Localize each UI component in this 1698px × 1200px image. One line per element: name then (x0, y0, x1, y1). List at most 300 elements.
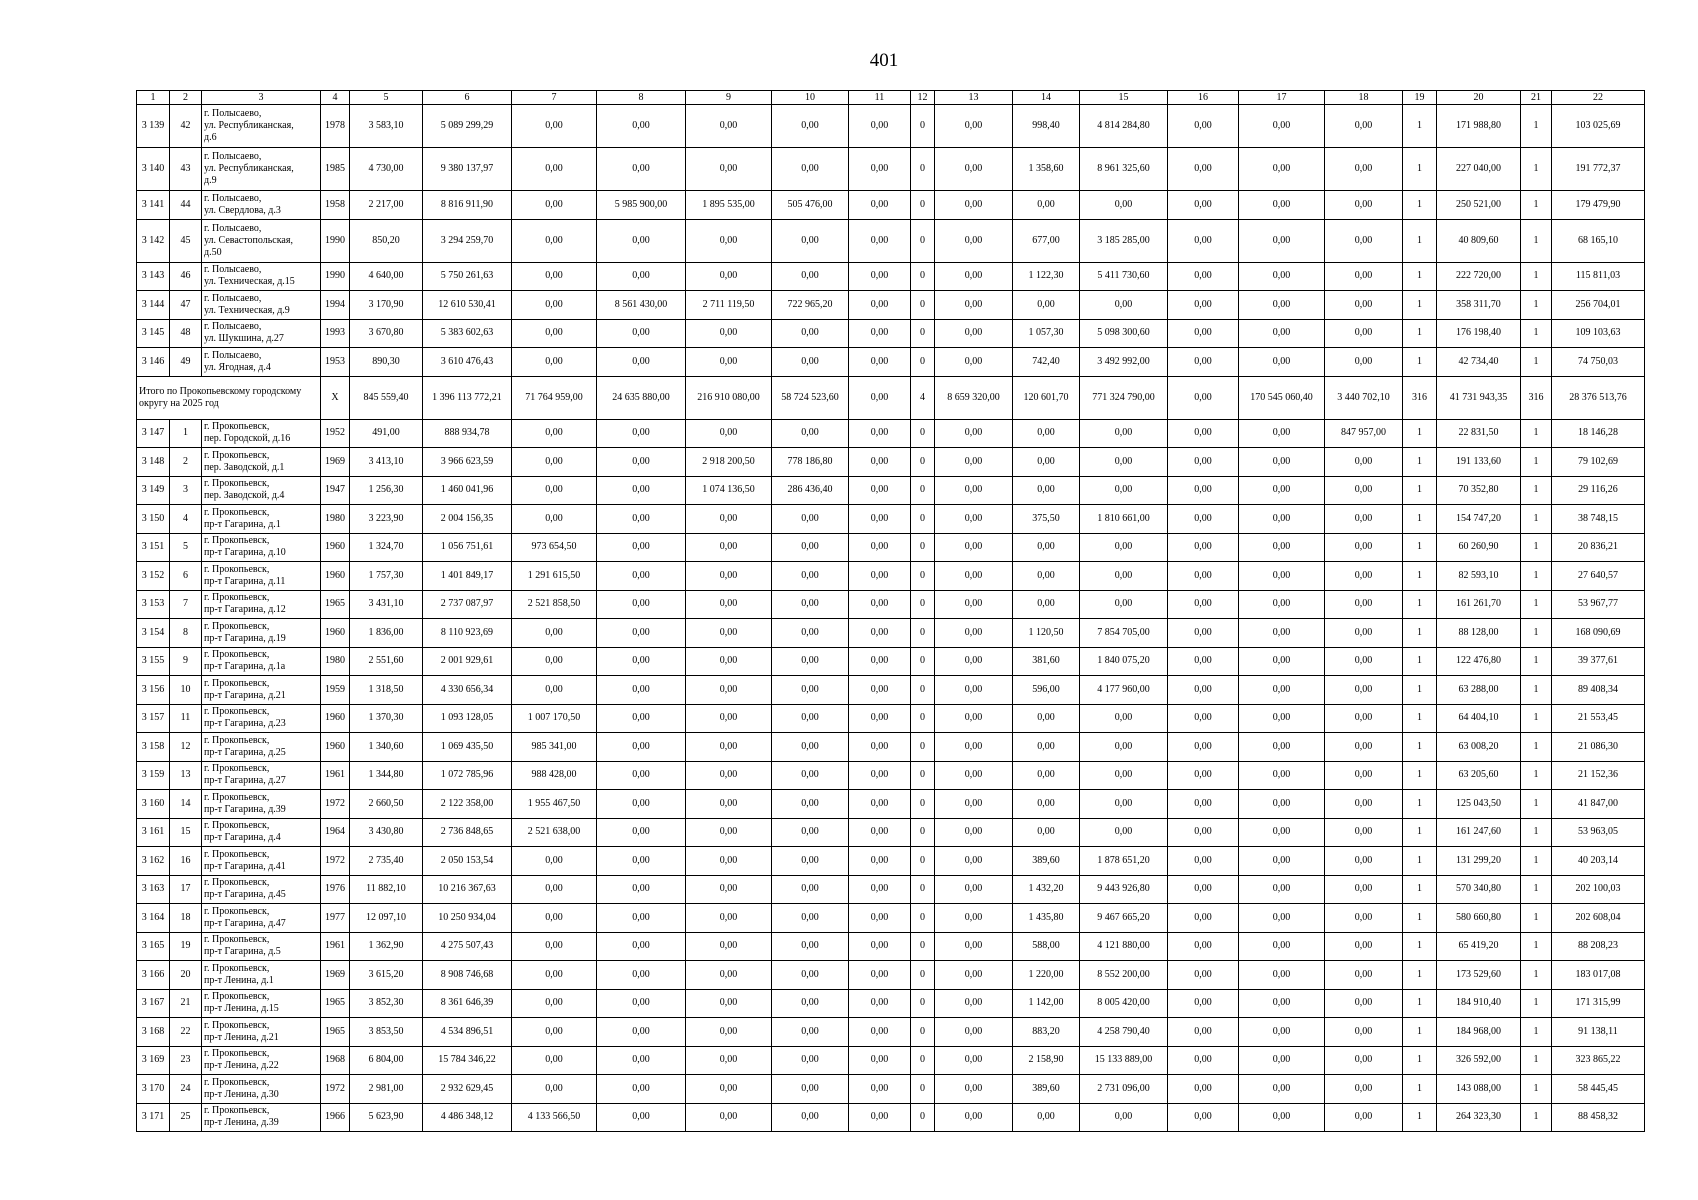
table-cell-col-19: 1 (1403, 448, 1437, 477)
table-cell-col-22: 88 208,23 (1552, 932, 1645, 961)
table-cell-col-17: 0,00 (1239, 148, 1325, 191)
table-cell-col-4: 1960 (321, 619, 350, 648)
table-cell-col-4: 1993 (321, 319, 350, 348)
table-cell-col-21: 1 (1521, 348, 1552, 377)
table-cell-col-19: 1 (1403, 505, 1437, 534)
table-cell-col-10: 0,00 (772, 348, 849, 377)
table-cell-col-18: 0,00 (1325, 989, 1403, 1018)
table-row (137, 818, 1645, 847)
table-cell-col-13: 0,00 (935, 1103, 1013, 1132)
address-cell: г. Прокопьевск, пр-т Гагарина, д.1 (202, 505, 321, 534)
table-cell-col-19: 1 (1403, 419, 1437, 448)
table-cell-col-2: 43 (170, 148, 202, 191)
table-cell-col-14: 596,00 (1013, 676, 1080, 705)
table-cell-col-18: 0,00 (1325, 505, 1403, 534)
table-cell-col-11: 0,00 (849, 348, 911, 377)
table-cell-col-13: 0,00 (935, 291, 1013, 320)
address-cell: г. Полысаево, ул. Свердлова, д.3 (202, 191, 321, 220)
table-cell-col-5: 2 981,00 (350, 1075, 423, 1104)
table-cell-col-6: 2 122 358,00 (423, 790, 512, 819)
table-cell-col-4: 1972 (321, 790, 350, 819)
table-cell-col-18: 0,00 (1325, 448, 1403, 477)
table-cell-col-4: 1960 (321, 562, 350, 591)
table-cell-col-16: 0,00 (1168, 1046, 1239, 1075)
table-cell-col-19: 1 (1403, 319, 1437, 348)
table-cell-col-15: 4 814 284,80 (1080, 105, 1168, 148)
table-cell-col-9: 0,00 (686, 105, 772, 148)
table-cell-col-17: 0,00 (1239, 476, 1325, 505)
column-header-10: 10 (772, 91, 849, 105)
table-cell-col-10: 0,00 (772, 704, 849, 733)
address-cell: г. Прокопьевск, пр-т Ленина, д.15 (202, 989, 321, 1018)
table-cell-col-19: 1 (1403, 291, 1437, 320)
table-cell-col-14: 389,60 (1013, 847, 1080, 876)
table-cell-col-5: 2 660,50 (350, 790, 423, 819)
table-cell-col-4: 1980 (321, 505, 350, 534)
table-cell-col-1: 3 169 (137, 1046, 170, 1075)
table-cell-col-21: 1 (1521, 676, 1552, 705)
subtotal-label: Итого по Прокопьевскому городскому округу на 2025 год (137, 376, 321, 419)
table-cell-col-18: 0,00 (1325, 932, 1403, 961)
table-cell-col-1: 3 142 (137, 219, 170, 262)
table-cell-col-16: 0,00 (1168, 448, 1239, 477)
table-cell-col-11: 0,00 (849, 505, 911, 534)
table-row (137, 733, 1645, 762)
table-cell-col-8: 0,00 (597, 562, 686, 591)
address-cell: г. Прокопьевск, пр-т Гагарина, д.5 (202, 932, 321, 961)
table-cell-col-16: 0,00 (1168, 932, 1239, 961)
subtotal-cell-col-18: 3 440 702,10 (1325, 376, 1403, 419)
table-cell-col-19: 1 (1403, 476, 1437, 505)
table-cell-col-4: 1947 (321, 476, 350, 505)
table-cell-col-13: 0,00 (935, 562, 1013, 591)
table-cell-col-17: 0,00 (1239, 647, 1325, 676)
table-cell-col-5: 3 431,10 (350, 590, 423, 619)
table-cell-col-20: 65 419,20 (1437, 932, 1521, 961)
table-cell-col-17: 0,00 (1239, 875, 1325, 904)
table-cell-col-1: 3 150 (137, 505, 170, 534)
table-cell-col-7: 973 654,50 (512, 533, 597, 562)
table-cell-col-14: 2 158,90 (1013, 1046, 1080, 1075)
table-cell-col-9: 0,00 (686, 904, 772, 933)
column-header-8: 8 (597, 91, 686, 105)
table-cell-col-12: 0 (911, 647, 935, 676)
table-cell-col-19: 1 (1403, 847, 1437, 876)
table-cell-col-9: 0,00 (686, 961, 772, 990)
table-cell-col-7: 985 341,00 (512, 733, 597, 762)
table-cell-col-6: 1 069 435,50 (423, 733, 512, 762)
table-cell-col-9: 0,00 (686, 619, 772, 648)
table-cell-col-20: 570 340,80 (1437, 875, 1521, 904)
table-cell-col-6: 1 460 041,96 (423, 476, 512, 505)
table-cell-col-11: 0,00 (849, 704, 911, 733)
table-cell-col-22: 191 772,37 (1552, 148, 1645, 191)
table-cell-col-12: 0 (911, 790, 935, 819)
table-cell-col-14: 1 435,80 (1013, 904, 1080, 933)
table-cell-col-13: 0,00 (935, 1046, 1013, 1075)
table-cell-col-8: 0,00 (597, 847, 686, 876)
table-cell-col-10: 778 186,80 (772, 448, 849, 477)
table-cell-col-11: 0,00 (849, 904, 911, 933)
table-cell-col-22: 179 479,90 (1552, 191, 1645, 220)
table-cell-col-5: 1 344,80 (350, 761, 423, 790)
page-number: 401 (869, 50, 899, 71)
table-cell-col-21: 1 (1521, 1075, 1552, 1104)
table-cell-col-10: 505 476,00 (772, 191, 849, 220)
table-cell-col-21: 1 (1521, 419, 1552, 448)
table-row (137, 761, 1645, 790)
table-cell-col-10: 0,00 (772, 1103, 849, 1132)
table-cell-col-15: 0,00 (1080, 562, 1168, 591)
table-cell-col-18: 0,00 (1325, 590, 1403, 619)
table-cell-col-13: 0,00 (935, 590, 1013, 619)
table-cell-col-19: 1 (1403, 148, 1437, 191)
table-cell-col-20: 222 720,00 (1437, 262, 1521, 291)
table-cell-col-16: 0,00 (1168, 1075, 1239, 1104)
table-cell-col-2: 22 (170, 1018, 202, 1047)
table-cell-col-21: 1 (1521, 904, 1552, 933)
address-cell: г. Полысаево, ул. Техническая, д.9 (202, 291, 321, 320)
table-cell-col-12: 0 (911, 448, 935, 477)
table-cell-col-15: 1 840 075,20 (1080, 647, 1168, 676)
column-header-2: 2 (170, 91, 202, 105)
table-cell-col-17: 0,00 (1239, 704, 1325, 733)
table-cell-col-5: 1 370,30 (350, 704, 423, 733)
table-cell-col-8: 0,00 (597, 148, 686, 191)
table-cell-col-21: 1 (1521, 932, 1552, 961)
subtotal-cell-col-7: 71 764 959,00 (512, 376, 597, 419)
table-cell-col-14: 1 432,20 (1013, 875, 1080, 904)
table-cell-col-13: 0,00 (935, 704, 1013, 733)
table-cell-col-6: 1 093 128,05 (423, 704, 512, 733)
table-cell-col-20: 184 968,00 (1437, 1018, 1521, 1047)
table-cell-col-1: 3 163 (137, 875, 170, 904)
table-cell-col-21: 1 (1521, 105, 1552, 148)
table-cell-col-7: 1 007 170,50 (512, 704, 597, 733)
table-cell-col-10: 0,00 (772, 619, 849, 648)
table-cell-col-7: 0,00 (512, 291, 597, 320)
table-cell-col-21: 1 (1521, 533, 1552, 562)
table-cell-col-19: 1 (1403, 875, 1437, 904)
table-cell-col-1: 3 170 (137, 1075, 170, 1104)
table-row (137, 989, 1645, 1018)
table-cell-col-11: 0,00 (849, 847, 911, 876)
table-cell-col-12: 0 (911, 733, 935, 762)
table-cell-col-17: 0,00 (1239, 1046, 1325, 1075)
table-cell-col-13: 0,00 (935, 989, 1013, 1018)
table-cell-col-4: 1978 (321, 105, 350, 148)
table-cell-col-15: 4 258 790,40 (1080, 1018, 1168, 1047)
table-cell-col-6: 888 934,78 (423, 419, 512, 448)
table-cell-col-22: 115 811,03 (1552, 262, 1645, 291)
table-cell-col-12: 0 (911, 847, 935, 876)
table-cell-col-6: 1 401 849,17 (423, 562, 512, 591)
table-cell-col-7: 0,00 (512, 191, 597, 220)
table-cell-col-20: 154 747,20 (1437, 505, 1521, 534)
table-cell-col-11: 0,00 (849, 590, 911, 619)
address-cell: г. Прокопьевск, пер. Заводской, д.4 (202, 476, 321, 505)
table-cell-col-5: 1 836,00 (350, 619, 423, 648)
table-cell-col-6: 4 275 507,43 (423, 932, 512, 961)
address-cell: г. Полысаево, ул. Республиканская, д.9 (202, 148, 321, 191)
address-cell: г. Прокопьевск, пр-т Ленина, д.30 (202, 1075, 321, 1104)
table-cell-col-10: 0,00 (772, 761, 849, 790)
column-header-21: 21 (1521, 91, 1552, 105)
table-cell-col-19: 1 (1403, 961, 1437, 990)
column-header-22: 22 (1552, 91, 1645, 105)
address-cell: г. Прокопьевск, пр-т Гагарина, д.23 (202, 704, 321, 733)
table-cell-col-10: 286 436,40 (772, 476, 849, 505)
address-cell: г. Полысаево, ул. Ягодная, д.4 (202, 348, 321, 377)
table-cell-col-15: 0,00 (1080, 533, 1168, 562)
table-cell-col-22: 79 102,69 (1552, 448, 1645, 477)
table-cell-col-2: 10 (170, 676, 202, 705)
subtotal-cell-col-6: 1 396 113 772,21 (423, 376, 512, 419)
table-cell-col-1: 3 139 (137, 105, 170, 148)
table-cell-col-7: 0,00 (512, 219, 597, 262)
table-cell-col-20: 63 205,60 (1437, 761, 1521, 790)
table-cell-col-12: 0 (911, 619, 935, 648)
table-cell-col-12: 0 (911, 505, 935, 534)
table-cell-col-15: 0,00 (1080, 1103, 1168, 1132)
table-cell-col-6: 5 750 261,63 (423, 262, 512, 291)
table-cell-col-15: 4 177 960,00 (1080, 676, 1168, 705)
table-cell-col-2: 17 (170, 875, 202, 904)
table-cell-col-6: 8 110 923,69 (423, 619, 512, 648)
table-cell-col-6: 2 737 087,97 (423, 590, 512, 619)
table-cell-col-22: 41 847,00 (1552, 790, 1645, 819)
table-cell-col-6: 9 380 137,97 (423, 148, 512, 191)
table-cell-col-18: 0,00 (1325, 733, 1403, 762)
table-cell-col-19: 1 (1403, 989, 1437, 1018)
table-cell-col-5: 2 551,60 (350, 647, 423, 676)
table-cell-col-21: 1 (1521, 761, 1552, 790)
table-cell-col-8: 0,00 (597, 961, 686, 990)
table-cell-col-5: 3 583,10 (350, 105, 423, 148)
table-cell-col-13: 0,00 (935, 961, 1013, 990)
table-cell-col-7: 0,00 (512, 348, 597, 377)
table-cell-col-20: 88 128,00 (1437, 619, 1521, 648)
table-cell-col-17: 0,00 (1239, 1075, 1325, 1104)
table-cell-col-11: 0,00 (849, 619, 911, 648)
table-cell-col-20: 63 288,00 (1437, 676, 1521, 705)
table-cell-col-16: 0,00 (1168, 619, 1239, 648)
table-row (137, 676, 1645, 705)
table-cell-col-18: 0,00 (1325, 875, 1403, 904)
table-cell-col-15: 0,00 (1080, 790, 1168, 819)
subtotal-cell-col-12: 4 (911, 376, 935, 419)
table-cell-col-4: 1964 (321, 818, 350, 847)
table-cell-col-13: 0,00 (935, 191, 1013, 220)
table-cell-col-14: 389,60 (1013, 1075, 1080, 1104)
column-header-4: 4 (321, 91, 350, 105)
table-cell-col-11: 0,00 (849, 476, 911, 505)
table-cell-col-20: 82 593,10 (1437, 562, 1521, 591)
table-cell-col-8: 0,00 (597, 533, 686, 562)
table-cell-col-16: 0,00 (1168, 505, 1239, 534)
address-cell: г. Прокопьевск, пр-т Ленина, д.21 (202, 1018, 321, 1047)
table-cell-col-16: 0,00 (1168, 704, 1239, 733)
table-cell-col-9: 0,00 (686, 1075, 772, 1104)
table-cell-col-17: 0,00 (1239, 676, 1325, 705)
table-cell-col-15: 3 492 992,00 (1080, 348, 1168, 377)
table-cell-col-2: 7 (170, 590, 202, 619)
table-cell-col-13: 0,00 (935, 533, 1013, 562)
table-cell-col-20: 143 088,00 (1437, 1075, 1521, 1104)
table-cell-col-2: 24 (170, 1075, 202, 1104)
table-cell-col-19: 1 (1403, 105, 1437, 148)
table-cell-col-13: 0,00 (935, 262, 1013, 291)
table-cell-col-20: 176 198,40 (1437, 319, 1521, 348)
table-cell-col-13: 0,00 (935, 1075, 1013, 1104)
table-cell-col-9: 0,00 (686, 590, 772, 619)
column-header-1: 1 (137, 91, 170, 105)
table-cell-col-15: 0,00 (1080, 761, 1168, 790)
table-cell-col-2: 47 (170, 291, 202, 320)
table-cell-col-14: 0,00 (1013, 704, 1080, 733)
table-cell-col-15: 1 878 651,20 (1080, 847, 1168, 876)
table-cell-col-14: 677,00 (1013, 219, 1080, 262)
table-cell-col-17: 0,00 (1239, 1103, 1325, 1132)
table-cell-col-5: 1 324,70 (350, 533, 423, 562)
column-header-3: 3 (202, 91, 321, 105)
table-cell-col-8: 0,00 (597, 419, 686, 448)
table-cell-col-19: 1 (1403, 1075, 1437, 1104)
table-cell-col-20: 42 734,40 (1437, 348, 1521, 377)
column-header-7: 7 (512, 91, 597, 105)
table-cell-col-13: 0,00 (935, 476, 1013, 505)
table-row (137, 105, 1645, 148)
table-cell-col-16: 0,00 (1168, 961, 1239, 990)
table-cell-col-16: 0,00 (1168, 291, 1239, 320)
table-cell-col-11: 0,00 (849, 419, 911, 448)
table-cell-col-9: 0,00 (686, 1103, 772, 1132)
table-cell-col-18: 0,00 (1325, 790, 1403, 819)
table-row (137, 1046, 1645, 1075)
table-cell-col-4: 1960 (321, 533, 350, 562)
table-cell-col-13: 0,00 (935, 419, 1013, 448)
table-cell-col-16: 0,00 (1168, 105, 1239, 148)
table-cell-col-1: 3 171 (137, 1103, 170, 1132)
table-cell-col-19: 1 (1403, 818, 1437, 847)
table-cell-col-8: 0,00 (597, 105, 686, 148)
table-cell-col-2: 9 (170, 647, 202, 676)
address-cell: г. Прокопьевск, пр-т Гагарина, д.10 (202, 533, 321, 562)
table-cell-col-5: 4 640,00 (350, 262, 423, 291)
table-row (137, 875, 1645, 904)
table-cell-col-21: 1 (1521, 1103, 1552, 1132)
table-cell-col-2: 46 (170, 262, 202, 291)
table-cell-col-10: 0,00 (772, 319, 849, 348)
table-cell-col-10: 0,00 (772, 105, 849, 148)
table-cell-col-12: 0 (911, 704, 935, 733)
address-cell: г. Прокопьевск, пр-т Ленина, д.1 (202, 961, 321, 990)
table-cell-col-20: 184 910,40 (1437, 989, 1521, 1018)
table-cell-col-8: 0,00 (597, 448, 686, 477)
table-cell-col-8: 0,00 (597, 904, 686, 933)
table-cell-col-13: 0,00 (935, 319, 1013, 348)
address-cell: г. Прокопьевск, пр-т Гагарина, д.27 (202, 761, 321, 790)
table-cell-col-14: 0,00 (1013, 1103, 1080, 1132)
table-cell-col-2: 45 (170, 219, 202, 262)
table-cell-col-12: 0 (911, 191, 935, 220)
table-cell-col-17: 0,00 (1239, 733, 1325, 762)
table-row (137, 562, 1645, 591)
table-cell-col-16: 0,00 (1168, 875, 1239, 904)
table-cell-col-16: 0,00 (1168, 148, 1239, 191)
table-cell-col-8: 0,00 (597, 761, 686, 790)
table-cell-col-17: 0,00 (1239, 505, 1325, 534)
table-cell-col-22: 183 017,08 (1552, 961, 1645, 990)
table-cell-col-8: 0,00 (597, 319, 686, 348)
table-cell-col-8: 0,00 (597, 476, 686, 505)
subtotal-cell-col-15: 771 324 790,00 (1080, 376, 1168, 419)
table-row (137, 1018, 1645, 1047)
table-cell-col-22: 21 086,30 (1552, 733, 1645, 762)
table-cell-col-9: 0,00 (686, 505, 772, 534)
table-cell-col-10: 0,00 (772, 932, 849, 961)
table-cell-col-10: 0,00 (772, 989, 849, 1018)
table-cell-col-15: 0,00 (1080, 191, 1168, 220)
table-cell-col-6: 10 216 367,63 (423, 875, 512, 904)
table-cell-col-21: 1 (1521, 191, 1552, 220)
table-cell-col-11: 0,00 (849, 647, 911, 676)
table-cell-col-5: 3 430,80 (350, 818, 423, 847)
table-cell-col-20: 250 521,00 (1437, 191, 1521, 220)
table-cell-col-5: 11 882,10 (350, 875, 423, 904)
address-cell: г. Прокопьевск, пр-т Гагарина, д.19 (202, 619, 321, 648)
table-cell-col-6: 4 486 348,12 (423, 1103, 512, 1132)
table-cell-col-7: 0,00 (512, 319, 597, 348)
table-cell-col-16: 0,00 (1168, 191, 1239, 220)
table-cell-col-14: 0,00 (1013, 818, 1080, 847)
table-cell-col-11: 0,00 (849, 790, 911, 819)
table-cell-col-7: 0,00 (512, 419, 597, 448)
address-cell: г. Прокопьевск, пр-т Гагарина, д.41 (202, 847, 321, 876)
table-cell-col-1: 3 147 (137, 419, 170, 448)
table-cell-col-9: 0,00 (686, 989, 772, 1018)
table-cell-col-21: 1 (1521, 448, 1552, 477)
table-cell-col-20: 171 988,80 (1437, 105, 1521, 148)
table-cell-col-7: 1 291 615,50 (512, 562, 597, 591)
table-cell-col-22: 168 090,69 (1552, 619, 1645, 648)
subtotal-cell-col-4: X (321, 376, 350, 419)
table-cell-col-4: 1959 (321, 676, 350, 705)
column-header-6: 6 (423, 91, 512, 105)
table-cell-col-22: 53 967,77 (1552, 590, 1645, 619)
table-cell-col-15: 4 121 880,00 (1080, 932, 1168, 961)
table-cell-col-7: 0,00 (512, 448, 597, 477)
table-cell-col-5: 3 853,50 (350, 1018, 423, 1047)
table-cell-col-22: 88 458,32 (1552, 1103, 1645, 1132)
table-cell-col-15: 0,00 (1080, 704, 1168, 733)
table-cell-col-21: 1 (1521, 847, 1552, 876)
table-cell-col-14: 0,00 (1013, 590, 1080, 619)
table-row (137, 790, 1645, 819)
table-cell-col-22: 27 640,57 (1552, 562, 1645, 591)
table-cell-col-5: 890,30 (350, 348, 423, 377)
table-cell-col-7: 0,00 (512, 875, 597, 904)
table-cell-col-14: 1 358,60 (1013, 148, 1080, 191)
table-cell-col-17: 0,00 (1239, 818, 1325, 847)
table-row (137, 1075, 1645, 1104)
table-cell-col-21: 1 (1521, 1018, 1552, 1047)
table-cell-col-18: 0,00 (1325, 148, 1403, 191)
table-cell-col-6: 3 610 476,43 (423, 348, 512, 377)
table-cell-col-13: 0,00 (935, 847, 1013, 876)
table-cell-col-15: 0,00 (1080, 448, 1168, 477)
table-cell-col-16: 0,00 (1168, 847, 1239, 876)
